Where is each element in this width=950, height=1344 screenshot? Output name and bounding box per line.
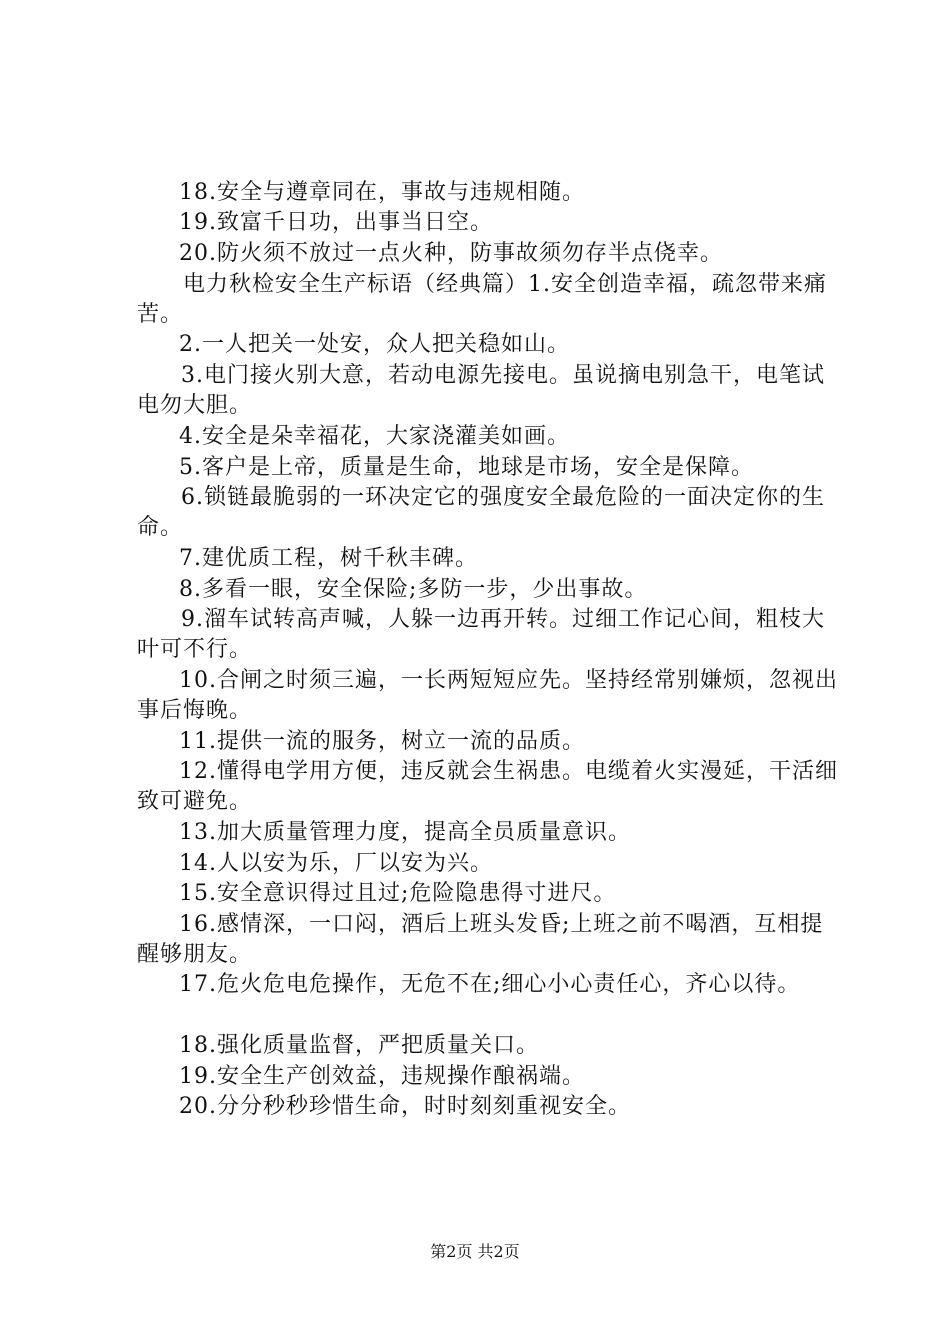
paragraph-11: 8.多看一眼，安全保险;多防一步，少出事故。 (179, 577, 648, 602)
paragraph-17: 14.人以安为乐，厂以安为兴。 (179, 851, 493, 876)
paragraph-8: 5.客户是上帝，质量是生命，地球是市场，安全是保障。 (179, 455, 754, 480)
paragraph-9: 6.锁链最脆弱的一环决定它的强度安全最危险的一面决定你的生命。 (137, 485, 825, 540)
paragraph-18: 15.安全意识得过且过;危险隐患得寸进尺。 (179, 881, 617, 906)
paragraph-5: 2.一人把关一处安，众人把关稳如山。 (179, 332, 570, 357)
paragraph-20: 17.危火危电危操作，无危不在;细心小心责任心，齐心以待。 (179, 972, 801, 997)
paragraph-19: 16.感情深，一口闷，酒后上班头发昏;上班之前不喝酒，互相提醒够朋友。 (137, 912, 824, 967)
paragraph-23: 20.分分秒秒珍惜生命，时时刻刻重视安全。 (179, 1094, 631, 1119)
paragraph-12: 9.溜车试转高声喊，人躲一边再开转。过细工作记心间，粗枝大叶可不行。 (137, 607, 825, 662)
paragraph-21: 18.强化质量监督，严把质量关口。 (179, 1033, 539, 1058)
paragraph-15: 12.懂得电学用方便，违反就会生祸患。电缆着火实漫延，干活细致可避免。 (137, 759, 838, 814)
paragraph-13: 10.合闸之时须三遍，一长两短短应先。坚持经常别嫌烦，忽视出事后悔晚。 (137, 668, 838, 723)
paragraph-2: 19.致富千日功，出事当日空。 (179, 210, 493, 235)
paragraph-16: 13.加大质量管理力度，提高全员质量意识。 (179, 820, 631, 845)
paragraph-4: 电力秋检安全生产标语（经典篇）1.安全创造幸福，疏忽带来痛苦。 (137, 272, 827, 327)
paragraph-14: 11.提供一流的服务，树立一流的品质。 (179, 729, 585, 754)
paragraph-10: 7.建优质工程，树千秋丰碑。 (179, 546, 478, 571)
paragraph-6: 3.电门接火别大意，若动电源先接电。虽说摘电别急干，电笔试电勿大胆。 (137, 363, 825, 418)
paragraph-3: 20.防火须不放过一点火种，防事故须勿存半点侥幸。 (179, 241, 723, 266)
paragraph-1: 18.安全与遵章同在，事故与违规相随。 (179, 180, 585, 205)
page-footer: 第2页 共2页 (430, 1242, 520, 1261)
paragraph-22: 19.安全生产创效益，违规操作酿祸端。 (179, 1064, 585, 1089)
paragraph-7: 4.安全是朵幸福花，大家浇灌美如画。 (179, 424, 570, 449)
